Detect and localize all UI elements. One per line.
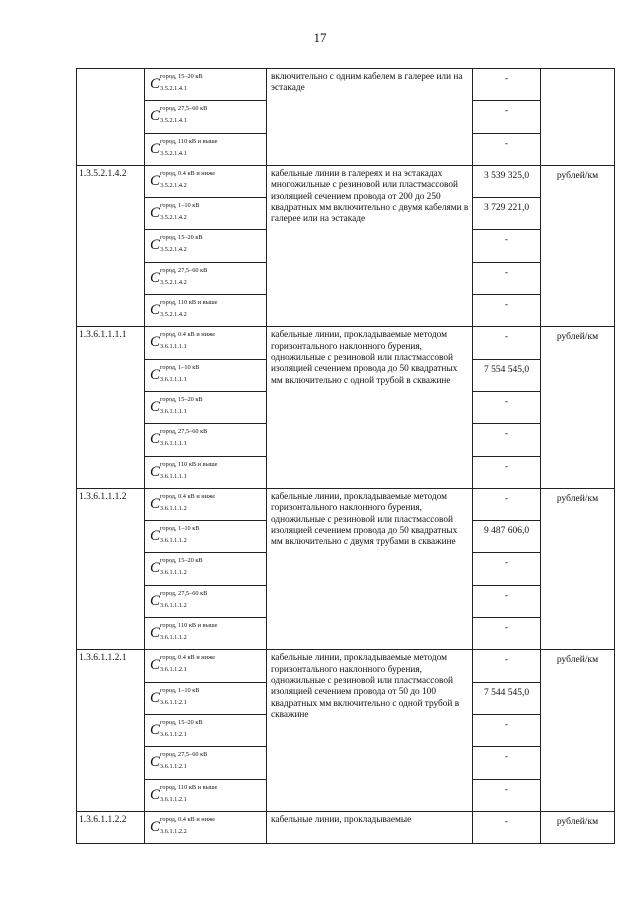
symbol-letter: C	[150, 495, 161, 512]
symbol-letter: C	[150, 366, 161, 383]
rate-symbol	[145, 618, 267, 650]
rate-symbol	[145, 165, 267, 197]
rate-symbol	[145, 488, 267, 520]
symbol-subscript: 3.6.1.1.1.2	[160, 601, 187, 609]
rate-value: -	[473, 262, 541, 294]
rate-symbol	[145, 133, 267, 165]
symbol-letter: C	[150, 398, 161, 415]
symbol-letter: C	[150, 818, 161, 835]
symbol-letter: C	[150, 269, 161, 286]
rate-symbol	[145, 198, 267, 230]
symbol-letter: C	[150, 302, 161, 319]
symbol-subscript: 3.6.1.1.2.1	[160, 795, 187, 803]
item-code: 1.3.6.1.1.2.1	[77, 650, 145, 811]
rate-value: 7 554 545,0	[473, 359, 541, 391]
symbol-subscript: 3.6.1.1.2.2	[160, 827, 187, 835]
rate-value: -	[473, 101, 541, 133]
rate-value: 9 487 606,0	[473, 521, 541, 553]
rate-value: -	[473, 456, 541, 488]
symbol-letter: C	[150, 560, 161, 577]
symbol-superscript: город, 15–20 кВ	[160, 234, 203, 242]
symbol-superscript: город, 110 кВ и выше	[160, 622, 218, 630]
rate-symbol	[145, 424, 267, 456]
item-description: кабельные линии, прокладываемые методом горизонтального наклонного бурения, одножильные с резиновой или пластмассовой изоляцией сечением провода до 50 квадратных мм включительно с одной трубой в скважине	[267, 327, 473, 488]
rate-value: 7 544 545,0	[473, 682, 541, 714]
symbol-subscript: 3.5.2.1.4.1	[160, 149, 187, 157]
symbol-superscript: город, 110 кВ и выше	[160, 137, 218, 145]
item-code: 1.3.6.1.1.2.2	[77, 811, 145, 843]
symbol-subscript: 3.6.1.1.2.1	[160, 666, 187, 674]
rate-symbol	[145, 650, 267, 682]
symbol-subscript: 3.6.1.1.1.1	[160, 472, 187, 480]
table-row	[77, 327, 615, 359]
table-row	[77, 811, 615, 843]
symbol-superscript: город, 1–10 кВ	[160, 363, 200, 371]
symbol-superscript: город, 0.4 кВ и ниже	[160, 815, 216, 823]
symbol-superscript: город, 15–20 кВ	[160, 718, 203, 726]
symbol-letter: C	[150, 786, 161, 803]
symbol-subscript: 3.5.2.1.4.2	[160, 278, 187, 286]
rate-symbol	[145, 101, 267, 133]
symbol-superscript: город, 15–20 кВ	[160, 73, 203, 80]
item-code: 1.3.5.2.1.4.2	[77, 165, 145, 326]
symbol-superscript: город, 1–10 кВ	[160, 686, 200, 694]
symbol-superscript: город, 0.4 кВ и ниже	[160, 492, 216, 500]
symbol-superscript: город, 110 кВ и выше	[160, 460, 218, 468]
symbol-subscript: 3.6.1.1.1.1	[160, 343, 187, 351]
rate-value: -	[473, 747, 541, 779]
rate-value: -	[473, 391, 541, 423]
rate-symbol	[145, 230, 267, 262]
symbol-superscript: город, 1–10 кВ	[160, 202, 200, 210]
unit-of-measure: рублей/км	[541, 650, 615, 811]
symbol-subscript: 3.6.1.1.2.1	[160, 730, 187, 738]
rate-symbol	[145, 714, 267, 746]
rate-value: -	[473, 618, 541, 650]
item-code: 1.3.6.1.1.1.1	[77, 327, 145, 488]
rate-symbol	[145, 747, 267, 779]
rate-value: -	[473, 779, 541, 811]
rate-value: -	[473, 69, 541, 101]
symbol-subscript: 3.5.2.1.4.1	[160, 85, 187, 92]
symbol-letter: C	[150, 140, 161, 157]
rate-symbol	[145, 359, 267, 391]
rate-symbol	[145, 327, 267, 359]
symbol-letter: C	[150, 657, 161, 674]
rate-symbol	[145, 391, 267, 423]
rate-value: -	[473, 714, 541, 746]
symbol-letter: C	[150, 76, 161, 92]
symbol-subscript: 3.5.2.1.4.2	[160, 246, 187, 254]
symbol-superscript: город, 27,5–60 кВ	[160, 751, 208, 759]
symbol-letter: C	[150, 528, 161, 545]
table-row	[77, 650, 615, 682]
symbol-letter: C	[150, 431, 161, 448]
symbol-superscript: город, 27,5–60 кВ	[160, 589, 208, 597]
rate-value: -	[473, 133, 541, 165]
rate-value: -	[473, 488, 541, 520]
symbol-subscript: 3.5.2.1.4.2	[160, 214, 187, 222]
symbol-superscript: город, 110 кВ и выше	[160, 299, 218, 307]
symbol-letter: C	[150, 754, 161, 771]
symbol-subscript: 3.6.1.1.2.1	[160, 763, 187, 771]
symbol-subscript: 3.6.1.1.1.2	[160, 569, 187, 577]
symbol-superscript: город, 27,5–60 кВ	[160, 105, 208, 113]
symbol-superscript: город, 15–20 кВ	[160, 395, 203, 403]
symbol-letter: C	[150, 463, 161, 480]
rate-value: -	[473, 327, 541, 359]
unit-of-measure: рублей/км	[541, 811, 615, 843]
symbol-superscript: город, 15–20 кВ	[160, 557, 203, 565]
rate-symbol	[145, 69, 267, 101]
rate-symbol	[145, 521, 267, 553]
rate-value: -	[473, 295, 541, 327]
symbol-letter: C	[150, 689, 161, 706]
symbol-letter: C	[150, 237, 161, 254]
symbol-subscript: 3.6.1.1.1.2	[160, 504, 187, 512]
rate-value: -	[473, 585, 541, 617]
symbol-letter: C	[150, 721, 161, 738]
item-code: 1.3.6.1.1.1.2	[77, 488, 145, 649]
symbol-superscript: город, 0.4 кВ и ниже	[160, 654, 216, 662]
symbol-letter: C	[150, 205, 161, 222]
symbol-subscript: 3.5.2.1.4.2	[160, 311, 187, 319]
item-code	[77, 69, 145, 166]
unit-of-measure	[541, 69, 615, 166]
rate-symbol	[145, 456, 267, 488]
rate-value: -	[473, 553, 541, 585]
rate-symbol	[145, 553, 267, 585]
symbol-subscript: 3.6.1.1.2.1	[160, 698, 187, 706]
symbol-superscript: город, 110 кВ и выше	[160, 783, 218, 791]
symbol-subscript: 3.6.1.1.1.1	[160, 375, 187, 383]
rate-symbol	[145, 262, 267, 294]
rate-symbol	[145, 585, 267, 617]
symbol-superscript: город, 27,5–60 кВ	[160, 266, 208, 274]
rate-symbol	[145, 779, 267, 811]
symbol-superscript: город, 27,5–60 кВ	[160, 428, 208, 436]
rate-value: -	[473, 424, 541, 456]
symbol-subscript: 3.6.1.1.1.2	[160, 634, 187, 642]
unit-of-measure: рублей/км	[541, 327, 615, 488]
symbol-letter: C	[150, 334, 161, 351]
rate-symbol	[145, 682, 267, 714]
symbol-letter: C	[150, 108, 161, 125]
symbol-letter: C	[150, 172, 161, 189]
item-description: кабельные линии в галереях и на эстакадах многожильные с резиновой или пластмассовой изоляцией сечением провода от 200 до 250 квадратных мм включительно с двумя кабелями в галерее или на эстакаде	[267, 165, 473, 326]
rate-value: -	[473, 650, 541, 682]
item-description: кабельные линии, прокладываемые методом горизонтального наклонного бурения, одножильные с резиновой или пластмассовой изоляцией сечением провода от 50 до 100 квадратных мм включительно с одной трубой в скважине	[267, 650, 473, 811]
rate-value: 3 539 325,0	[473, 165, 541, 197]
table-row	[77, 69, 615, 101]
rate-value: -	[473, 811, 541, 843]
item-description: кабельные линии, прокладываемые	[267, 811, 473, 843]
rate-value: 3 729 221,0	[473, 198, 541, 230]
symbol-subscript: 3.5.2.1.4.1	[160, 117, 187, 125]
rate-symbol	[145, 811, 267, 843]
item-description: включительно с одним кабелем в галерее или на эстакаде	[267, 69, 473, 166]
symbol-subscript: 3.6.1.1.1.1	[160, 407, 187, 415]
unit-of-measure: рублей/км	[541, 165, 615, 326]
table-row	[77, 488, 615, 520]
rate-value: -	[473, 230, 541, 262]
symbol-subscript: 3.6.1.1.1.2	[160, 537, 187, 545]
symbol-letter: C	[150, 592, 161, 609]
tariff-table	[76, 68, 615, 844]
table-row	[77, 165, 615, 197]
symbol-subscript: 3.6.1.1.1.1	[160, 440, 187, 448]
rate-symbol	[145, 295, 267, 327]
unit-of-measure: рублей/км	[541, 488, 615, 649]
item-description: кабельные линии, прокладываемые методом горизонтального наклонного бурения, одножильные с резиновой или пластмассовой изоляцией сечением провода до 50 квадратных мм включительно с двумя трубами в скважине	[267, 488, 473, 649]
symbol-subscript: 3.5.2.1.4.2	[160, 181, 187, 189]
page-number: 17	[313, 30, 327, 45]
symbol-superscript: город, 1–10 кВ	[160, 525, 200, 533]
symbol-letter: C	[150, 625, 161, 642]
symbol-superscript: город, 0.4 кВ и ниже	[160, 331, 216, 339]
symbol-superscript: город, 0.4 кВ и ниже	[160, 169, 216, 177]
